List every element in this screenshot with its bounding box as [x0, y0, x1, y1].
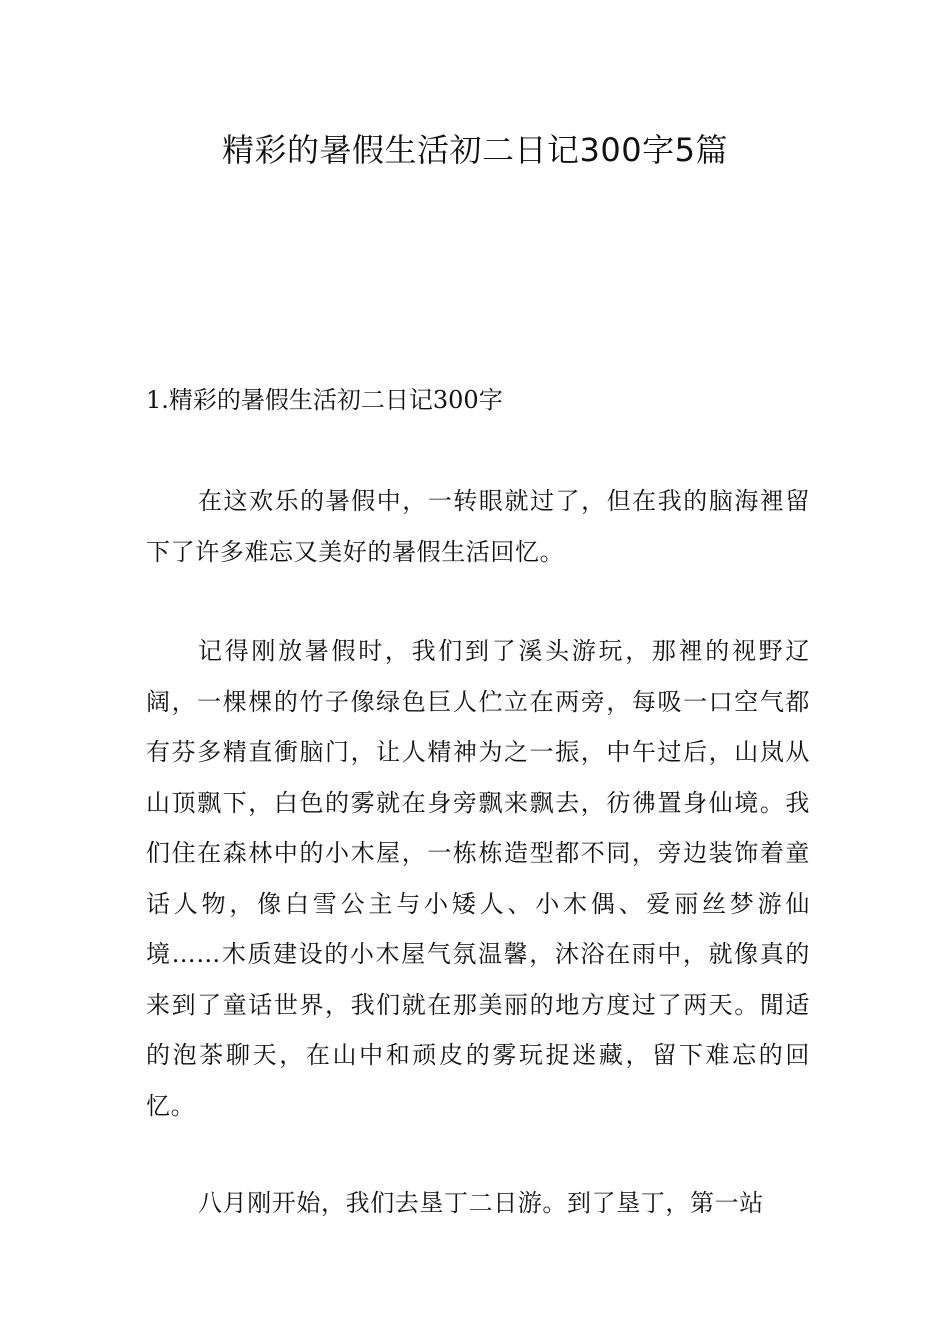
- paragraph-3: 八月刚开始，我们去垦丁二日游。到了垦丁，第一站: [198, 1189, 764, 1217]
- section-heading: 1.精彩的暑假生活初二日记300字: [146, 386, 503, 414]
- paragraph-2: 记得刚放暑假时，我们到了溪头游玩，那裡的视野辽阔，一棵棵的竹子像绿色巨人伫立在两旁，每吸一口空气都有芬多精直衝脑门，让人精神为之一振，中午过后，山岚从山顶飘下，白色的雾就在身旁飘来飘去，彷彿置身仙境。我们住在森林中的小木屋，一栋栋造型都不同，旁边装饰着童话人物，像白雪公主与小矮人、小木偶、爱丽丝梦游仙境……木质建设的小木屋气氛温馨，沐浴在雨中，就像真的来到了童话世界，我们就在那美丽的地方度过了两天。閒适的泡茶聊天，在山中和顽皮的雾玩捉迷藏，留下难忘的回忆。: [146, 637, 810, 1120]
- document-title: 精彩的暑假生活初二日记300字5篇: [222, 131, 728, 169]
- paragraph-1: 在这欢乐的暑假中，一转眼就过了，但在我的脑海裡留下了许多难忘又美好的暑假生活回忆。: [146, 487, 810, 566]
